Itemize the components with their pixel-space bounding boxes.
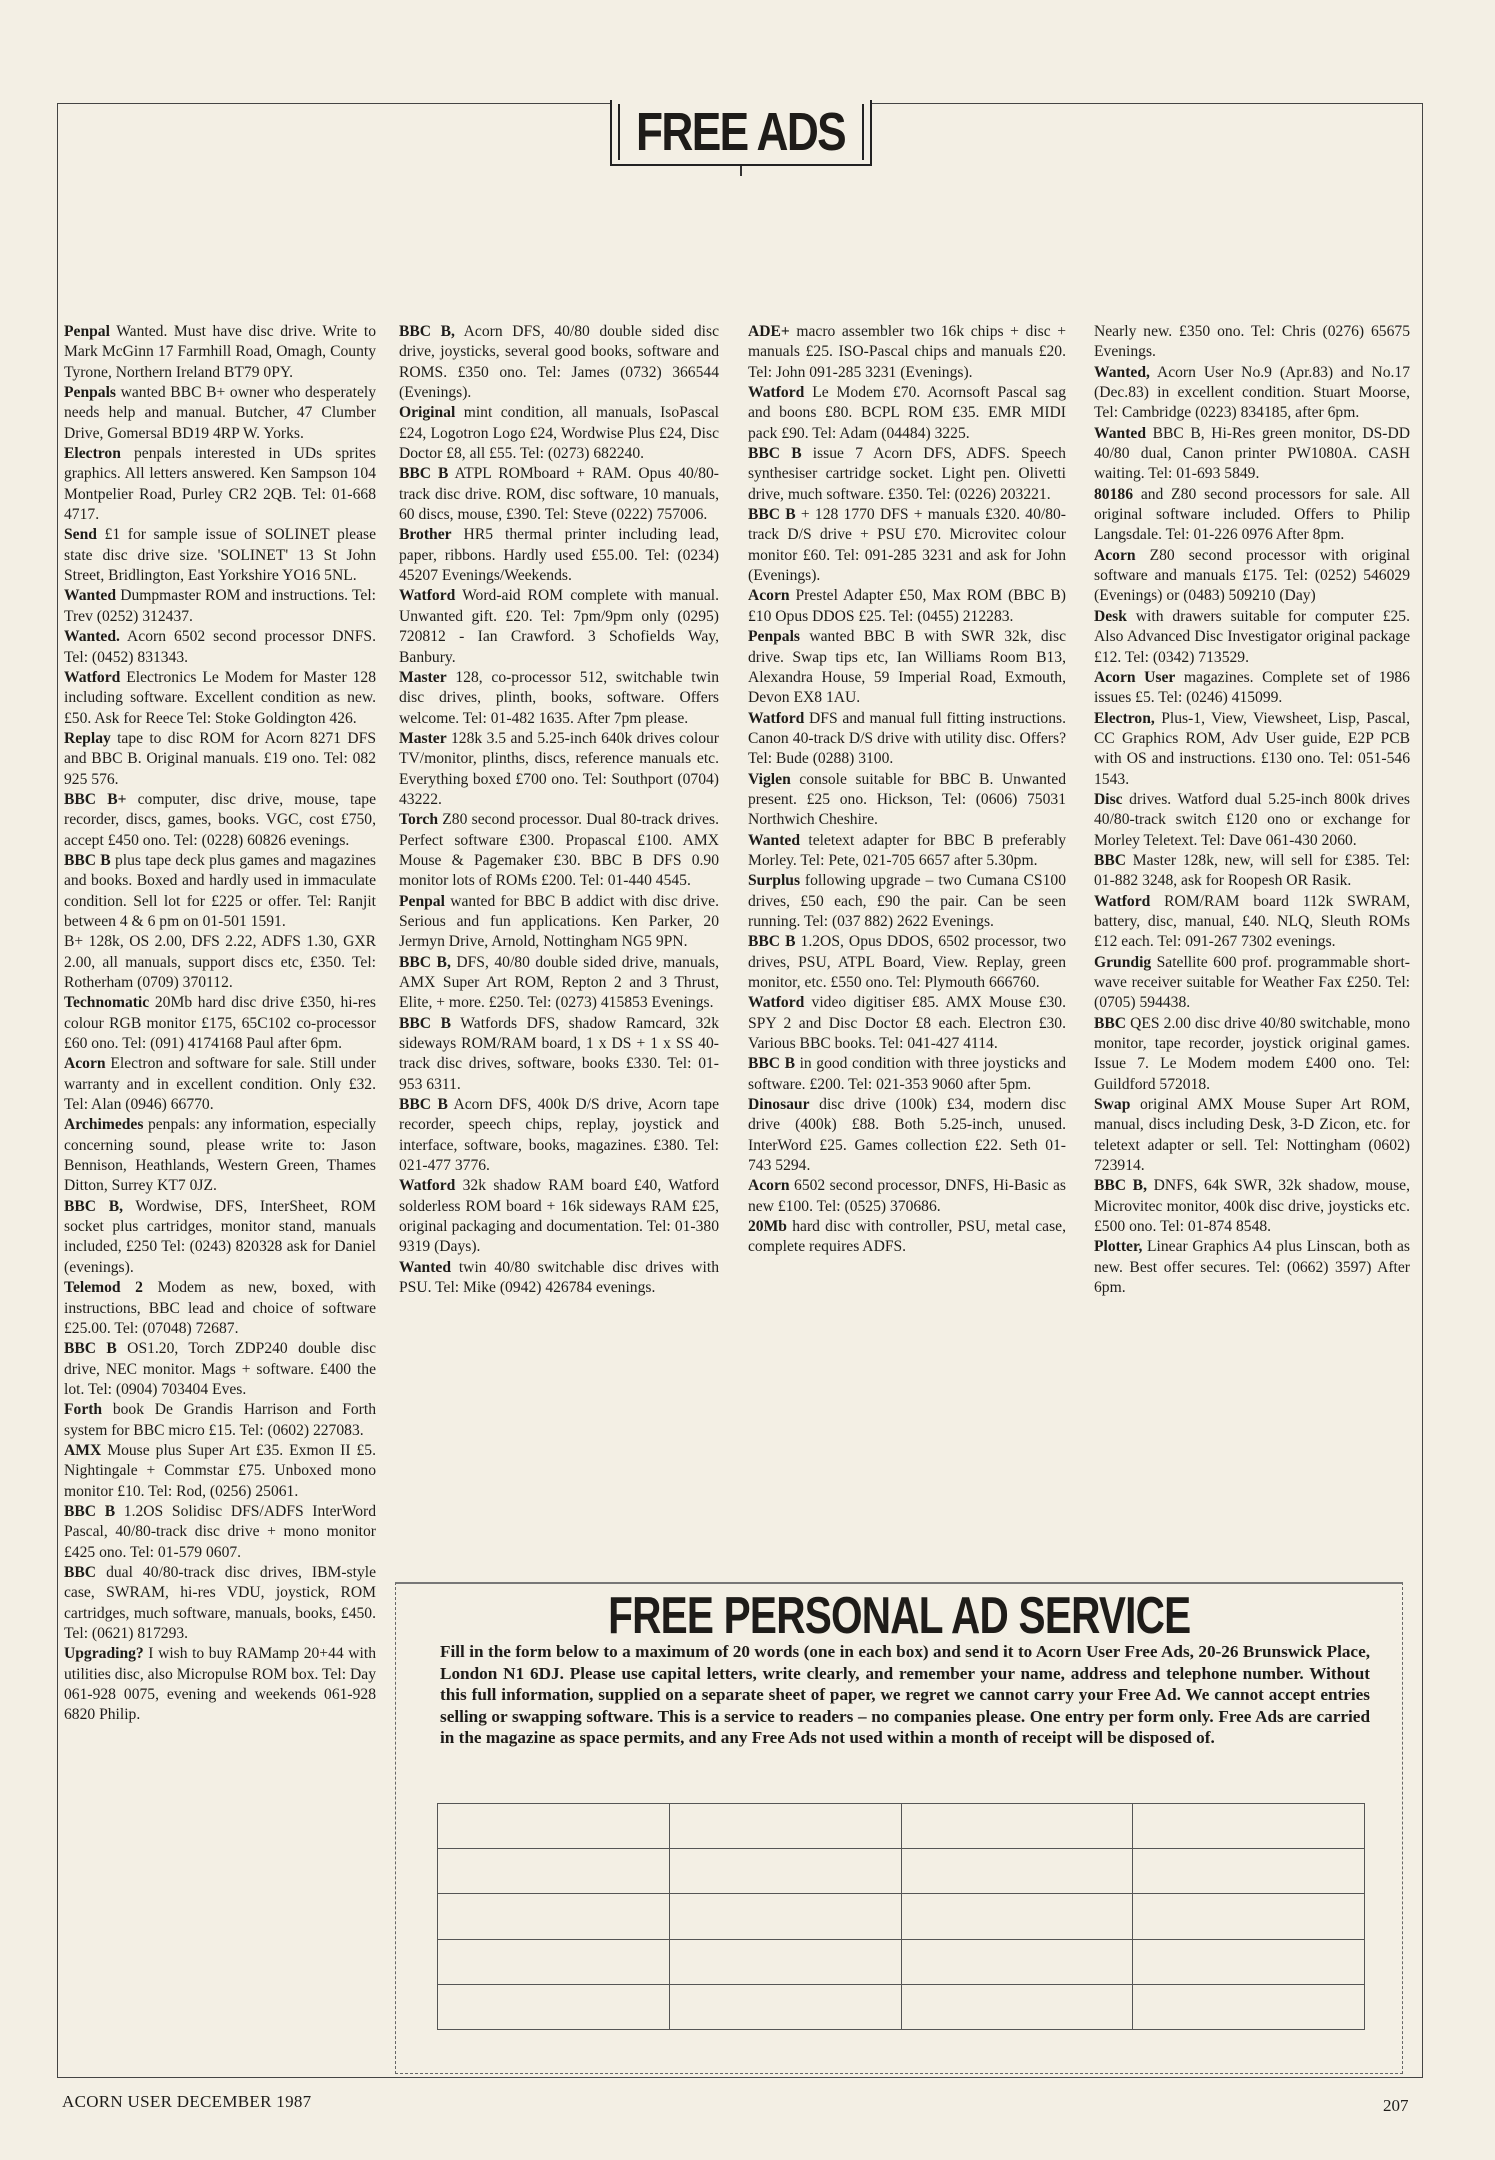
ad-entry <box>64 1441 376 1502</box>
ad-entry <box>399 1095 719 1176</box>
ad-keyword: 80186 <box>1094 485 1133 503</box>
ad-keyword: Watford <box>399 587 456 605</box>
ad-keyword: BBC B <box>399 1014 452 1032</box>
ad-text: dual 40/80-track disc drives, IBM-style case, SWRAM, hi-res VDU, joystick, ROM cartridges, much software, manuals, books, £450. Tel: (0621) 817293. <box>64 1563 376 1642</box>
ad-keyword: Swap <box>1094 1096 1131 1114</box>
ad-text: issue 7 Acorn DFS, ADFS. Speech synthesiser cartridge socket. Light pen. Olivetti drive, much software. £350. Tel: (0226) 203221. <box>748 445 1066 503</box>
page-title: FREE ADS <box>636 102 846 162</box>
ad-keyword: Watford <box>64 668 121 686</box>
ad-text: twin 40/80 switchable disc drives with PSU. Tel: Mike (0942) 426784 evenings. <box>399 1258 719 1297</box>
form-title: FREE PERSONAL AD SERVICE <box>607 1587 1191 1645</box>
ad-text: drives. Watford dual 5.25-inch 800k drives 40/80-track switch £120 ono or exchange for Morley Teletext. Tel: Dave 061-430 2060. <box>1094 790 1410 849</box>
ad-entry <box>1094 485 1410 546</box>
title-banner <box>610 100 872 166</box>
ad-text: Linear Graphics A4 plus Linscan, both as new. Best offer secures. Tel: (0662) 3597) After 6pm. <box>1094 1238 1410 1297</box>
ads-column-3 <box>748 322 1066 1258</box>
word-box[interactable] <box>669 1849 901 1894</box>
ad-entry <box>748 831 1066 872</box>
ad-keyword: Grundig <box>1094 953 1152 971</box>
ad-keyword: BBC <box>1094 1014 1127 1032</box>
ad-entry <box>399 586 719 667</box>
ad-keyword: Replay <box>64 729 111 747</box>
ad-text: with drawers suitable for computer £25. Also Advanced Disc Investigator original package £12. Tel: (0342) 713529. <box>1094 607 1410 666</box>
ad-keyword: Watford <box>748 709 805 727</box>
ad-keyword: BBC B <box>748 445 802 463</box>
ad-text: Mouse plus Super Art £35. Exmon II £5. Nightingale + Commstar £75. Unboxed mono monitor £10. Tel: Rod, (0256) 25061. <box>64 1441 376 1500</box>
ad-entry <box>748 770 1066 831</box>
ad-entry <box>64 444 376 525</box>
ad-keyword: Upgrading? <box>64 1645 144 1663</box>
ad-text: DFS, 40/80 double sided drive, manuals, AMX Super Art ROM, Repton 2 and 3 Thrust, Elite, + more. £250. Tel: (0273) 415853 Evenings. <box>399 953 719 1012</box>
ad-entry <box>64 1278 376 1339</box>
ad-text: Le Modem £70. Acornsoft Pascal sag and boons £80. BCPL ROM £35. EMR MIDI pack £90. Tel: Adam (04484) 3225. <box>748 384 1066 442</box>
ad-text: 6502 second processor, DNFS, Hi-Basic as new £100. Tel: (0525) 370686. <box>748 1177 1066 1215</box>
word-grid <box>437 1803 1365 2030</box>
ad-keyword: BBC B <box>399 1096 448 1114</box>
ad-text: QES 2.00 disc drive 40/80 switchable, mono monitor, tape recorder, joystick original games. Issue 7. Le Modem modem £400 ono. Tel: Guildford 572018. <box>1094 1014 1410 1093</box>
ad-text: ATPL ROMboard + RAM. Opus 40/80-track disc drive. ROM, disc software, 10 manuals, 60 discs, mouse, £390. Tel: Steve (0222) 757006. <box>399 465 719 524</box>
ad-text: computer, disc drive, mouse, tape recorder, discs, games, books. VGC, cost £750, accept £450 ono. Tel: (0228) 60826 evenings. <box>64 790 377 849</box>
ad-entry <box>64 851 376 932</box>
ad-entry <box>748 1217 1066 1258</box>
ad-text: wanted for BBC B addict with disc drive. Serious and fun applications. Ken Parker, 20 Jermyn Drive, Arnold, Nottingham NG5 9PN. <box>399 892 719 951</box>
word-box[interactable] <box>1133 1804 1365 1849</box>
ad-text: + 128 1770 DFS + manuals £320. 40/80-track D/S drive + PSU £70. Microvitec colour monitor £60. Tel: 091-285 3231 and ask for John (Evenings). <box>748 506 1066 585</box>
ad-keyword: Wanted, <box>1094 363 1150 381</box>
ad-text: Acorn DFS, 40/80 double sided disc drive, joysticks, several good books, software and ROMS. £350 ono. Tel: James (0732) 366544 (Evenings). <box>399 323 719 402</box>
ad-text: and Z80 second processors for sale. All original software included. Offers to Philip Langsdale. Tel: 01-226 0976 After 8pm. <box>1094 485 1410 544</box>
ad-text: I wish to buy RAMamp 20+44 with utilities disc, also Micropulse ROM box. Tel: Day 061-928 0075, evening and weekends 061-928 6820 Philip. <box>64 1645 376 1724</box>
ad-entry <box>399 810 719 891</box>
ad-text: plus tape deck plus games and magazines and books. Boxed and hardly used in immaculate condition. Sell lot for £225 or offer. Tel: Ranjit between 4 & 6 pm on 01-501 1591. <box>64 851 376 930</box>
ads-column-4 <box>1094 322 1410 1299</box>
ad-entry <box>748 1054 1066 1095</box>
word-box[interactable] <box>1133 1849 1365 1894</box>
ad-entry <box>1094 668 1410 709</box>
ad-entry <box>1094 322 1410 363</box>
ad-keyword: Wanted. <box>64 628 120 646</box>
ad-text: Z80 second processor with original software and manuals £175. Tel: (0252) 546029 (Evenings) or (0483) 509210 (Day) <box>1094 546 1410 605</box>
ad-keyword: Forth <box>64 1401 103 1419</box>
ad-keyword: Desk <box>1094 607 1127 625</box>
word-box[interactable] <box>669 1894 901 1939</box>
word-box[interactable] <box>901 1984 1133 2029</box>
ad-entry <box>64 932 376 993</box>
ad-keyword: Acorn <box>748 1177 790 1195</box>
ad-keyword: Electron, <box>1094 709 1155 727</box>
ad-entry <box>748 627 1066 708</box>
ad-entry <box>64 383 376 444</box>
word-box[interactable] <box>901 1849 1133 1894</box>
ad-entry <box>64 790 376 851</box>
ad-text: 128k 3.5 and 5.25-inch 640k drives colour TV/monitor, plinths, discs, reference manuals etc. Everything boxed £700 ono. Tel: Southport (0704) 43222. <box>399 729 719 808</box>
ad-keyword: BBC B, <box>64 1197 123 1215</box>
ad-entry <box>748 505 1066 586</box>
ad-entry <box>748 383 1066 444</box>
ad-keyword: BBC B <box>64 851 111 869</box>
ad-entry <box>399 1176 719 1257</box>
ad-text: following upgrade – two Cumana CS100 drives, £50 each, £90 the pair. Can be seen running. Tel: (037 882) 2622 Evenings. <box>748 872 1066 930</box>
ad-text: B+ 128k, OS 2.00, DFS 2.22, ADFS 1.30, GXR 2.00, all manuals, support discs etc, £350. Tel: Rotherham (0709) 370112. <box>64 933 376 991</box>
page-number: 207 <box>1383 2096 1409 2115</box>
ad-text: penpals: any information, especially concerning sound, please write to: Jason Bennison, Heathlands, Western Green, Thames Ditton, Surrey KT7 0JZ. <box>64 1116 376 1195</box>
ad-text: console suitable for BBC B. Unwanted present. £25 ono. Hickson, Tel: (0606) 75031 Northwich Cheshire. <box>748 770 1066 829</box>
ad-entry <box>1094 790 1410 851</box>
ad-keyword: Penpal <box>399 892 445 910</box>
ad-keyword: Watford <box>1094 892 1151 910</box>
ad-keyword: Master <box>399 668 447 686</box>
ad-entry <box>399 322 719 403</box>
ad-entry <box>748 993 1066 1054</box>
word-box[interactable] <box>438 1939 670 1984</box>
ad-entry <box>64 993 376 1054</box>
ad-text: Master 128k, new, will sell for £385. Tel: 01-882 3248, ask for Roopesh OR Rasik. <box>1094 851 1410 890</box>
ad-keyword: Penpal <box>64 323 110 340</box>
ad-text: wanted BBC B+ owner who desperately needs help and manual. Butcher, 47 Clumber Drive, Gomersal BD19 4RP W. Yorks. <box>64 384 376 442</box>
form-title-wrap <box>395 1586 1403 1646</box>
ad-text: mint condition, all manuals, IsoPascal £24, Logotron Logo £24, Wordwise Plus £24, Disc Doctor £8, all £55. Tel: (0273) 682240. <box>399 404 719 463</box>
ad-text: Acorn DFS, 400k D/S drive, Acorn tape recorder, speech chips, replay, joystick and interface, software, books, magazines. £380. Tel: 021-477 3776. <box>399 1096 719 1175</box>
ad-text: 1.2OS, Opus DDOS, 6502 processor, two drives, PSU, ATPL Board, View. Replay, green monitor, etc. £550 ono. Tel: Plymouth 666760. <box>748 933 1066 991</box>
ad-keyword: Watford <box>748 994 805 1012</box>
ad-text: magazines. Complete set of 1986 issues £5. Tel: (0246) 415099. <box>1094 668 1410 707</box>
ad-text: Watfords DFS, shadow Ramcard, 32k sideways ROM/RAM board, 1 x DS + 1 x SS 40-track disc drives, software, books £330. Tel: 01-953 6311. <box>399 1014 719 1093</box>
ad-entry <box>64 1197 376 1278</box>
word-grid-row <box>438 1849 1365 1894</box>
ad-text: Wordwise, DFS, InterSheet, ROM socket plus cartridges, monitor stand, manuals included, £250 Tel: (0243) 820328 ask for Daniel (evenings). <box>64 1197 376 1276</box>
ad-keyword: Disc <box>1094 790 1123 808</box>
ad-entry <box>1094 892 1410 953</box>
title-tick <box>740 166 742 176</box>
ad-entry <box>399 403 719 464</box>
ad-text: Word-aid ROM complete with manual. Unwanted gift. £20. Tel: 7pm/9pm only (0295) 720812 - Ian Crawford. 3 Schofields Way, Banbury. <box>399 587 719 666</box>
ad-keyword: Archimedes <box>64 1116 144 1134</box>
word-box[interactable] <box>669 1984 901 2029</box>
word-box[interactable] <box>438 1894 670 1939</box>
ad-text: original AMX Mouse Super Art ROM, manual, discs including Desk, 3-D Zicon, etc. for teletext adapter or sell. Tel: Nottingham (0602) 723914. <box>1094 1096 1410 1175</box>
ad-text: 32k shadow RAM board £40, Watford solderless ROM board + 16k sideways RAM £25, original packaging and documentation. Tel: 01-380 9319 (Days). <box>399 1177 719 1256</box>
ads-column-1 <box>64 322 376 1726</box>
ad-text: hard disc with controller, PSU, metal case, complete requires ADFS. <box>748 1218 1066 1256</box>
ad-keyword: Original <box>399 404 456 422</box>
ad-entry <box>748 932 1066 993</box>
ad-keyword: Telemod 2 <box>64 1279 143 1297</box>
ad-text: 128, co-processor 512, switchable twin disc drives, plinth, books, software. Offers welcome. Tel: 01-482 1635. After 7pm please. <box>399 668 719 727</box>
ad-keyword: Torch <box>399 811 438 829</box>
word-box[interactable] <box>438 1849 670 1894</box>
ad-keyword: Wanted <box>64 587 116 605</box>
ad-keyword: Wanted <box>399 1258 451 1276</box>
ad-keyword: BBC <box>1094 851 1127 869</box>
ad-keyword: Technomatic <box>64 994 150 1012</box>
word-box[interactable] <box>1133 1984 1365 2029</box>
ad-text: tape to disc ROM for Acorn 8271 DFS and BBC B. Original manuals. £19 ono. Tel: 082 925 576. <box>64 729 376 788</box>
ad-text: DFS and manual full fitting instructions. Canon 40-track D/S drive with utility disc. Offers? Tel: Bude (0288) 3100. <box>748 709 1066 768</box>
ad-entry <box>399 1014 719 1095</box>
ad-keyword: Penpals <box>64 384 116 402</box>
ad-text: Nearly new. £350 ono. Tel: Chris (0276) 65675 Evenings. <box>1094 323 1410 361</box>
ad-entry <box>1094 953 1410 1014</box>
ad-entry <box>748 444 1066 505</box>
ad-entry <box>1094 546 1410 607</box>
ad-text: Electronics Le Modem for Master 128 including software. Excellent condition as new. £50. Ask for Reece Tel: Stoke Goldington 426. <box>64 668 376 727</box>
ad-keyword: ADE+ <box>748 323 790 340</box>
ad-keyword: BBC B, <box>1094 1177 1147 1195</box>
word-grid-row <box>438 1804 1365 1849</box>
word-box[interactable] <box>901 1894 1133 1939</box>
ad-entry <box>64 1644 376 1725</box>
ad-text: HR5 thermal printer including lead, paper, ribbons. Hardly used £55.00. Tel: (0234) 45207 Evenings/Weekends. <box>399 526 719 585</box>
ad-entry <box>399 892 719 953</box>
ad-text: Modem as new, boxed, with instructions, BBC lead and choice of software £25.00. Tel: (07048) 72687. <box>64 1279 376 1337</box>
ad-keyword: BBC B, <box>399 323 455 340</box>
ad-entry <box>64 586 376 627</box>
ad-entry <box>399 1258 719 1299</box>
ad-text: ROM/RAM board 112k SWRAM, battery, disc, manual, £40. NLQ, Sleuth ROMs £12 each. Tel: 091-267 7302 evenings. <box>1094 892 1410 951</box>
ad-entry <box>748 1095 1066 1176</box>
ad-entry <box>1094 1237 1410 1298</box>
ad-keyword: 20Mb <box>748 1218 787 1236</box>
word-grid-row <box>438 1984 1365 2029</box>
ad-keyword: Wanted <box>1094 424 1146 442</box>
ad-keyword: Viglen <box>748 770 791 788</box>
ad-text: Satellite 600 prof. programmable short-wave receiver suitable for Weather Fax £250. Tel: (0705) 594438. <box>1094 953 1410 1012</box>
ad-keyword: BBC B <box>64 1502 116 1520</box>
ad-entry <box>64 1400 376 1441</box>
ad-entry <box>64 1502 376 1563</box>
ad-text: video digitiser £85. AMX Mouse £30. SPY 2 and Disc Doctor £8 each. Electron £30. Various BBC books. Tel: 041-427 4114. <box>748 994 1066 1053</box>
ad-keyword: Wanted <box>748 831 800 849</box>
ad-text: penpals interested in UDs sprites graphics. All letters answered. Ken Sampson 104 Montpelier Road, Purley CR2 2QB. Tel: 01-668 4717. <box>64 445 376 524</box>
ad-keyword: Acorn User <box>1094 668 1176 686</box>
ad-entry <box>748 709 1066 770</box>
ad-keyword: BBC B <box>748 933 796 951</box>
ad-text: OS1.20, Torch ZDP240 double disc drive, NEC monitor. Mags + software. £400 the lot. Tel: (0904) 703404 Eves. <box>64 1340 376 1398</box>
ad-entry <box>64 322 376 383</box>
ad-text: Acorn 6502 second processor DNFS. Tel: (0452) 831343. <box>64 628 376 666</box>
ad-text: £1 for sample issue of SOLINET please state disc drive size. 'SOLINET' 13 St John Street, Bridlington, East Yorkshire YO16 5NL. <box>64 526 376 585</box>
ad-entry <box>1094 363 1410 424</box>
ad-entry <box>399 464 719 525</box>
ad-keyword: Acorn <box>64 1055 106 1073</box>
ad-text: teletext adapter for BBC B preferably Morley. Tel: Pete, 021-705 6657 after 5.30pm. <box>748 831 1066 869</box>
ads-column-2 <box>399 322 719 1299</box>
ad-entry <box>399 953 719 1014</box>
ad-keyword: Master <box>399 729 447 747</box>
word-grid-row <box>438 1894 1365 1939</box>
ad-text: disc drive (100k) £34, modern disc drive (400k) £88. Both 5.25-inch, unused. InterWord £25. Games collection £22. Seth 01-743 5294. <box>748 1096 1066 1175</box>
ad-entry <box>64 668 376 729</box>
ad-text: Plus-1, View, Viewsheet, Lisp, Pascal, CC Graphics ROM, Adv User guide, E2P PCB with OS and instructions. £130 ono. Tel: 051-546 1543. <box>1094 709 1410 788</box>
word-box[interactable] <box>901 1939 1133 1984</box>
ad-text: Wanted. Must have disc drive. Write to Mark McGinn 17 Farmhill Road, Omagh, County Tyrone, Northern Ireland BT79 0PY. <box>64 323 376 381</box>
ad-entry <box>748 871 1066 932</box>
ad-text: Dumpmaster ROM and instructions. Tel: Trev (0252) 312437. <box>64 587 376 625</box>
ad-text: Prestel Adapter £50, Max ROM (BBC B) £10 Opus DDOS £25. Tel: (0455) 212283. <box>748 587 1066 625</box>
word-grid-row <box>438 1939 1365 1984</box>
ad-entry <box>1094 607 1410 668</box>
word-box[interactable] <box>669 1804 901 1849</box>
ad-text: wanted BBC B with SWR 32k, disc drive. Swap tips etc, Ian Williams Room B13, Alexandra House, 59 Imperial Road, Exmouth, Devon EX8 1AU. <box>748 628 1066 707</box>
ad-keyword: Dinosaur <box>748 1096 810 1114</box>
ad-text: in good condition with three joysticks and software. £200. Tel: 021-353 9060 after 5pm. <box>748 1055 1066 1093</box>
ad-entry <box>64 627 376 668</box>
ad-keyword: Watford <box>399 1177 456 1195</box>
ad-keyword: BBC B+ <box>64 790 127 808</box>
form-instructions: Fill in the form below to a maximum of 20 words (one in each box) and send it to Acorn User Free Ads, 20-26 Brunswick Place, London N1 6DJ. Please use capital letters, write clearly, and remember your name, address and telephone number. Without this full information, supplied on a separate sheet of paper, we regret we cannot carry your Free Ad. We cannot accept entries selling or swapping software. This is a service to readers – no companies please. One entry per form only. Free Ads are carried in the magazine as space permits, and any Free Ads not used within a month of receipt will be disposed of. <box>440 1642 1370 1747</box>
ad-entry <box>399 729 719 810</box>
ad-entry <box>1094 1176 1410 1237</box>
ad-keyword: Plotter, <box>1094 1238 1143 1256</box>
ad-keyword: Penpals <box>748 628 800 646</box>
ad-entry <box>1094 709 1410 790</box>
ad-keyword: Brother <box>399 526 452 544</box>
ad-text: 20Mb hard disc drive £350, hi-res colour RGB monitor £175, 65C102 co-processor £60 ono. Tel: (091) 4174168 Paul after 6pm. <box>64 994 376 1053</box>
ad-keyword: BBC B <box>399 465 449 483</box>
ad-entry <box>64 525 376 586</box>
ad-keyword: Acorn <box>748 587 790 605</box>
ad-entry <box>399 668 719 729</box>
ad-keyword: BBC B <box>748 1055 796 1073</box>
ad-text: macro assembler two 16k chips + disc + manuals £25. ISO-Pascal chips and manuals £20. Tel: John 091-285 3231 (Evenings). <box>748 323 1066 381</box>
ad-entry <box>64 1054 376 1115</box>
word-box[interactable] <box>669 1939 901 1984</box>
ad-entry <box>748 322 1066 383</box>
ad-entry <box>64 1115 376 1196</box>
ad-keyword: Surplus <box>748 872 801 890</box>
ad-text: 1.2OS Solidisc DFS/ADFS InterWord Pascal, 40/80-track disc drive + mono monitor £425 ono. Tel: 01-579 0607. <box>64 1502 376 1561</box>
ad-text: Z80 second processor. Dual 80-track drives. Perfect software £300. Propascal £100. AMX Mouse & Pagemaker £30. BBC B DFS 0.90 monitor lots of ROMs £200. Tel: 01-440 4545. <box>399 811 719 890</box>
ad-keyword: Watford <box>748 384 805 402</box>
ad-entry <box>1094 1014 1410 1095</box>
ad-text: BBC B, Hi-Res green monitor, DS-DD 40/80 dual, Canon printer PW1080A. CASH waiting. Tel: 01-693 5849. <box>1094 424 1410 483</box>
ad-entry <box>64 729 376 790</box>
ad-keyword: BBC B <box>748 506 796 524</box>
ad-keyword: BBC <box>64 1563 97 1581</box>
ad-entry <box>64 1563 376 1644</box>
ad-text: Acorn User No.9 (Apr.83) and No.17 (Dec.83) in excellent condition. Stuart Moorse, Tel: Cambridge (0223) 834185, after 6pm. <box>1094 363 1410 422</box>
footer-issue: ACORN USER DECEMBER 1987 <box>62 2092 312 2111</box>
ad-keyword: Send <box>64 526 97 544</box>
word-box[interactable] <box>438 1804 670 1849</box>
ad-keyword: BBC B, <box>399 953 451 971</box>
ad-text: Electron and software for sale. Still under warranty and in excellent condition. Only £32. Tel: Alan (0946) 66770. <box>64 1055 376 1114</box>
ad-text: DNFS, 64k SWR, 32k shadow, mouse, Microvitec monitor, 400k disc drive, joysticks etc. £500 ono. Tel: 01-874 8548. <box>1094 1177 1410 1236</box>
word-box[interactable] <box>438 1984 670 2029</box>
word-box[interactable] <box>1133 1894 1365 1939</box>
ad-entry <box>1094 851 1410 892</box>
ad-entry <box>1094 424 1410 485</box>
ad-entry <box>399 525 719 586</box>
ad-entry <box>64 1339 376 1400</box>
ad-keyword: AMX <box>64 1441 102 1459</box>
ad-entry <box>748 586 1066 627</box>
ad-entry <box>748 1176 1066 1217</box>
ad-text: book De Grandis Harrison and Forth system for BBC micro £15. Tel: (0602) 227083. <box>64 1401 376 1439</box>
ad-keyword: Electron <box>64 445 121 463</box>
ad-keyword: BBC B <box>64 1340 117 1358</box>
word-box[interactable] <box>1133 1939 1365 1984</box>
ad-entry <box>1094 1095 1410 1176</box>
ad-keyword: Acorn <box>1094 546 1136 564</box>
word-box[interactable] <box>901 1804 1133 1849</box>
